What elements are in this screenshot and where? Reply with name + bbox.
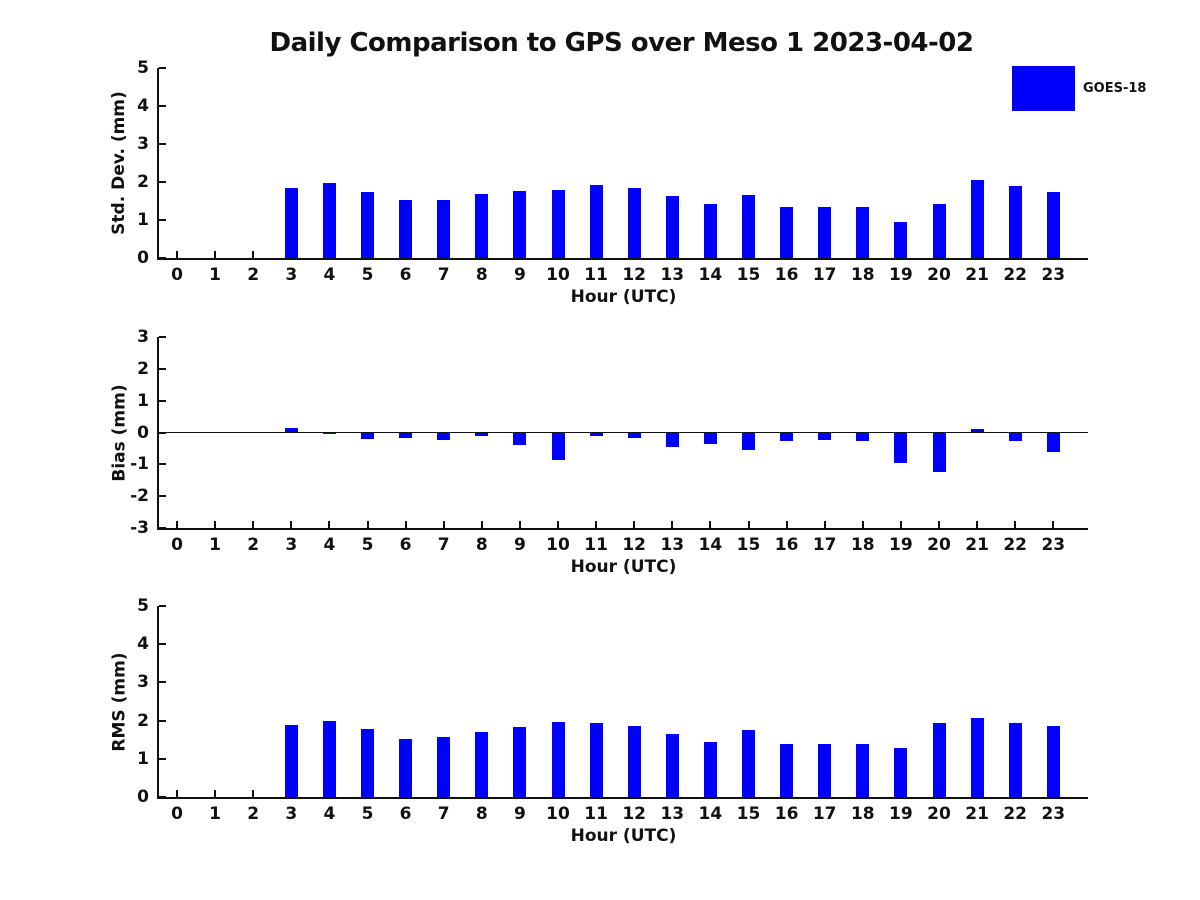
x-axis-tick-label: 13 <box>660 265 685 285</box>
bar <box>552 190 565 258</box>
legend-label: GOES-18 <box>1083 81 1147 96</box>
bar <box>361 192 374 259</box>
chart-title: Daily Comparison to GPS over Meso 1 2023-04-02 <box>269 28 974 58</box>
bar <box>1047 726 1060 797</box>
x-axis-tick-label: 2 <box>247 804 260 824</box>
bar <box>475 433 488 436</box>
bar <box>666 433 679 447</box>
bar <box>856 207 869 258</box>
bar <box>437 737 450 797</box>
y-axis-tick <box>159 400 166 402</box>
x-axis-tick-label: 4 <box>323 804 336 824</box>
bar <box>856 744 869 797</box>
bar <box>323 183 336 258</box>
x-axis-tick-label: 4 <box>323 535 336 555</box>
x-axis-tick <box>176 790 178 797</box>
x-axis-tick <box>328 521 330 528</box>
x-axis-tick-label: 9 <box>513 265 526 285</box>
x-axis-tick-label: 4 <box>323 265 336 285</box>
x-axis-tick-label: 23 <box>1041 535 1066 555</box>
y-axis-tick <box>159 643 166 645</box>
y-axis-tick-label: -1 <box>130 454 149 475</box>
bar <box>742 730 755 797</box>
bar <box>1047 192 1060 259</box>
x-axis-tick <box>824 521 826 528</box>
x-axis-tick-label: 0 <box>171 804 183 824</box>
bar <box>894 433 907 463</box>
y-axis-tick <box>159 257 166 259</box>
x-axis-tick-label: 3 <box>285 265 298 285</box>
bar <box>818 207 831 258</box>
x-axis-tick-label: 15 <box>736 535 761 555</box>
x-axis-tick <box>900 521 902 528</box>
bar <box>323 433 336 434</box>
x-axis-tick <box>557 521 559 528</box>
x-axis-tick <box>633 521 635 528</box>
bar <box>894 748 907 797</box>
bar <box>971 180 984 258</box>
bar <box>399 433 412 438</box>
x-axis-tick-label: 8 <box>475 804 488 824</box>
x-axis-tick-label: 11 <box>584 535 608 555</box>
bar <box>285 428 298 433</box>
bar <box>475 732 488 797</box>
bar <box>628 726 641 797</box>
x-axis-tick-label: 10 <box>546 265 570 285</box>
x-axis-tick-label: 17 <box>812 535 837 555</box>
x-axis-tick-label: 13 <box>660 804 685 824</box>
x-axis-label: Hour (UTC) <box>570 287 677 307</box>
y-axis-tick-label: 4 <box>137 634 149 655</box>
x-axis-tick-label: 23 <box>1041 265 1066 285</box>
x-axis-tick-label: 21 <box>965 535 989 555</box>
y-axis-tick-label: 3 <box>137 672 149 693</box>
x-axis-tick-label: 7 <box>437 265 450 285</box>
bar <box>437 200 450 258</box>
y-axis-tick <box>159 67 166 69</box>
x-axis-tick-label: 11 <box>584 804 608 824</box>
x-axis-tick-label: 3 <box>285 535 298 555</box>
bar <box>971 718 984 797</box>
x-axis-tick <box>709 521 711 528</box>
x-axis-tick-label: 12 <box>622 804 647 824</box>
x-axis-tick-label: 22 <box>1003 265 1028 285</box>
x-axis-tick <box>595 521 597 528</box>
y-axis-tick <box>159 463 166 465</box>
x-axis-tick <box>976 521 978 528</box>
x-axis-tick-label: 21 <box>965 804 989 824</box>
x-axis-tick <box>214 521 216 528</box>
y-axis-tick-label: 1 <box>137 210 149 230</box>
y-axis-tick <box>159 368 166 370</box>
bar <box>933 204 946 258</box>
y-axis-tick <box>159 796 166 798</box>
bar <box>704 204 717 258</box>
x-axis-tick-label: 19 <box>889 265 913 285</box>
y-axis-tick <box>159 495 166 497</box>
x-axis-tick <box>519 521 521 528</box>
x-axis-tick-label: 1 <box>209 535 222 555</box>
x-axis-tick <box>1052 521 1054 528</box>
bar <box>818 433 831 440</box>
x-axis-tick-label: 5 <box>361 535 374 555</box>
y-axis-tick <box>159 758 166 760</box>
x-axis-tick <box>252 251 254 258</box>
x-axis-tick-label: 0 <box>171 535 183 555</box>
x-axis-label: Hour (UTC) <box>570 826 677 846</box>
bar <box>666 196 679 258</box>
x-axis-tick <box>176 521 178 528</box>
bar <box>552 433 565 460</box>
x-axis-tick-label: 19 <box>889 535 913 555</box>
bar <box>933 433 946 473</box>
subplot-bias <box>109 327 1088 577</box>
x-axis-tick-label: 5 <box>361 265 374 285</box>
bar <box>1009 433 1022 442</box>
x-axis-tick-label: 17 <box>812 265 837 285</box>
x-axis-tick-label: 9 <box>513 535 526 555</box>
bar <box>1009 186 1022 258</box>
x-axis-tick-label: 10 <box>546 535 570 555</box>
x-axis-tick <box>938 521 940 528</box>
subplot-rms <box>109 596 1088 846</box>
x-axis-tick-label: 0 <box>171 265 183 285</box>
x-axis-tick-label: 14 <box>698 535 723 555</box>
x-axis-tick <box>748 521 750 528</box>
bar <box>399 200 412 258</box>
bar <box>361 729 374 797</box>
x-axis-tick <box>214 251 216 258</box>
x-axis-tick <box>176 251 178 258</box>
y-axis-tick-label: 2 <box>137 172 149 192</box>
x-axis-tick-label: 1 <box>209 265 222 285</box>
x-axis-tick <box>214 790 216 797</box>
x-axis-tick-label: 6 <box>399 265 412 285</box>
y-axis-tick <box>159 219 166 221</box>
bar <box>818 744 831 797</box>
y-axis-tick-label: 0 <box>137 248 149 268</box>
bar <box>933 723 946 797</box>
x-axis-tick-label: 2 <box>247 265 260 285</box>
y-axis-tick-label: 3 <box>137 134 149 154</box>
x-axis-tick-label: 8 <box>475 535 488 555</box>
x-axis-tick-label: 16 <box>774 804 799 824</box>
x-axis-tick-label: 12 <box>622 535 647 555</box>
bar <box>780 207 793 258</box>
x-axis-tick <box>481 521 483 528</box>
y-axis-label: Bias (mm) <box>109 383 129 482</box>
y-axis-tick <box>159 605 166 607</box>
y-axis-tick-label: 4 <box>137 96 149 116</box>
x-axis-tick-label: 23 <box>1041 804 1066 824</box>
y-axis-tick <box>159 105 166 107</box>
bar <box>285 188 298 258</box>
zero-line <box>159 432 1088 434</box>
bar <box>628 433 641 438</box>
x-axis-tick-label: 5 <box>361 804 374 824</box>
bar <box>513 433 526 446</box>
bar <box>437 433 450 441</box>
x-axis-tick-label: 15 <box>736 804 761 824</box>
y-axis-tick-label: -2 <box>130 486 149 507</box>
bar <box>590 723 603 797</box>
x-axis-tick-label: 22 <box>1003 535 1028 555</box>
bar <box>1047 433 1060 452</box>
bar <box>475 194 488 258</box>
x-axis-tick-label: 22 <box>1003 804 1028 824</box>
x-axis-tick-label: 18 <box>850 804 875 824</box>
x-axis-tick-label: 16 <box>774 265 799 285</box>
bar <box>361 433 374 439</box>
x-axis-tick-label: 14 <box>698 804 723 824</box>
x-axis-tick <box>405 521 407 528</box>
bar <box>552 722 565 797</box>
x-axis-tick-label: 18 <box>850 265 875 285</box>
x-axis-tick <box>786 521 788 528</box>
bar <box>856 433 869 442</box>
x-axis-tick-label: 7 <box>437 804 450 824</box>
x-axis-tick-label: 9 <box>513 804 526 824</box>
x-axis-tick-label: 13 <box>660 535 685 555</box>
x-axis-tick-label: 21 <box>965 265 989 285</box>
x-axis-tick-label: 10 <box>546 804 570 824</box>
y-axis-tick <box>159 143 166 145</box>
x-axis-tick-label: 20 <box>927 265 951 285</box>
bar <box>742 433 755 451</box>
bar <box>323 721 336 797</box>
y-axis-tick-label: 2 <box>137 358 149 379</box>
x-axis-tick-label: 2 <box>247 535 260 555</box>
bar <box>704 742 717 797</box>
bar <box>1009 723 1022 797</box>
y-axis-tick-label: 1 <box>137 390 149 411</box>
bar <box>742 195 755 258</box>
x-axis-tick <box>290 521 292 528</box>
bar <box>971 429 984 432</box>
bar <box>399 739 412 797</box>
y-axis-tick-label: 5 <box>137 58 149 78</box>
x-axis-tick-label: 19 <box>889 804 913 824</box>
bar <box>780 744 793 797</box>
x-axis-tick-label: 15 <box>736 265 761 285</box>
bar <box>513 191 526 258</box>
y-axis-tick <box>159 681 166 683</box>
y-axis-tick-label: 5 <box>137 596 149 616</box>
bar <box>285 725 298 797</box>
x-axis-tick-label: 17 <box>812 804 837 824</box>
y-axis-tick-label: 0 <box>137 787 149 807</box>
x-axis-label: Hour (UTC) <box>570 557 677 577</box>
x-axis-tick-label: 8 <box>475 265 488 285</box>
x-axis-tick-label: 20 <box>927 535 951 555</box>
bar <box>628 188 641 258</box>
y-axis-tick <box>159 527 166 529</box>
x-axis-tick <box>443 521 445 528</box>
y-axis-tick-label: -3 <box>130 518 149 538</box>
subplot-std-dev <box>109 58 1088 307</box>
y-axis-label: RMS (mm) <box>109 651 129 752</box>
y-axis-tick-label: 0 <box>137 422 149 443</box>
x-axis-tick-label: 1 <box>209 804 222 824</box>
x-axis-tick-label: 3 <box>285 804 298 824</box>
x-axis-tick <box>252 790 254 797</box>
bar <box>513 727 526 797</box>
bar <box>590 185 603 258</box>
y-axis-tick-label: 2 <box>137 710 149 731</box>
y-axis-tick <box>159 336 166 338</box>
y-axis-label: Std. Dev. (mm) <box>109 91 129 235</box>
x-axis-tick-label: 7 <box>437 535 450 555</box>
bar <box>704 433 717 444</box>
y-axis-tick <box>159 181 166 183</box>
x-axis-tick-label: 14 <box>698 265 723 285</box>
x-axis-tick-label: 11 <box>584 265 608 285</box>
x-axis-tick <box>671 521 673 528</box>
y-axis-tick <box>159 720 166 722</box>
x-axis-tick <box>1014 521 1016 528</box>
x-axis-tick-label: 18 <box>850 535 875 555</box>
bar <box>780 433 793 442</box>
bar <box>666 734 679 797</box>
x-axis-tick <box>252 521 254 528</box>
x-axis-tick-label: 6 <box>399 804 412 824</box>
x-axis-tick-label: 16 <box>774 535 799 555</box>
x-axis-tick-label: 20 <box>927 804 951 824</box>
bar <box>894 222 907 258</box>
bar <box>590 433 603 436</box>
x-axis-tick <box>367 521 369 528</box>
y-axis-tick-label: 1 <box>137 748 149 769</box>
x-axis-tick-label: 12 <box>622 265 647 285</box>
y-axis-tick-label: 3 <box>137 327 149 347</box>
x-axis-tick <box>862 521 864 528</box>
x-axis-tick-label: 6 <box>399 535 412 555</box>
